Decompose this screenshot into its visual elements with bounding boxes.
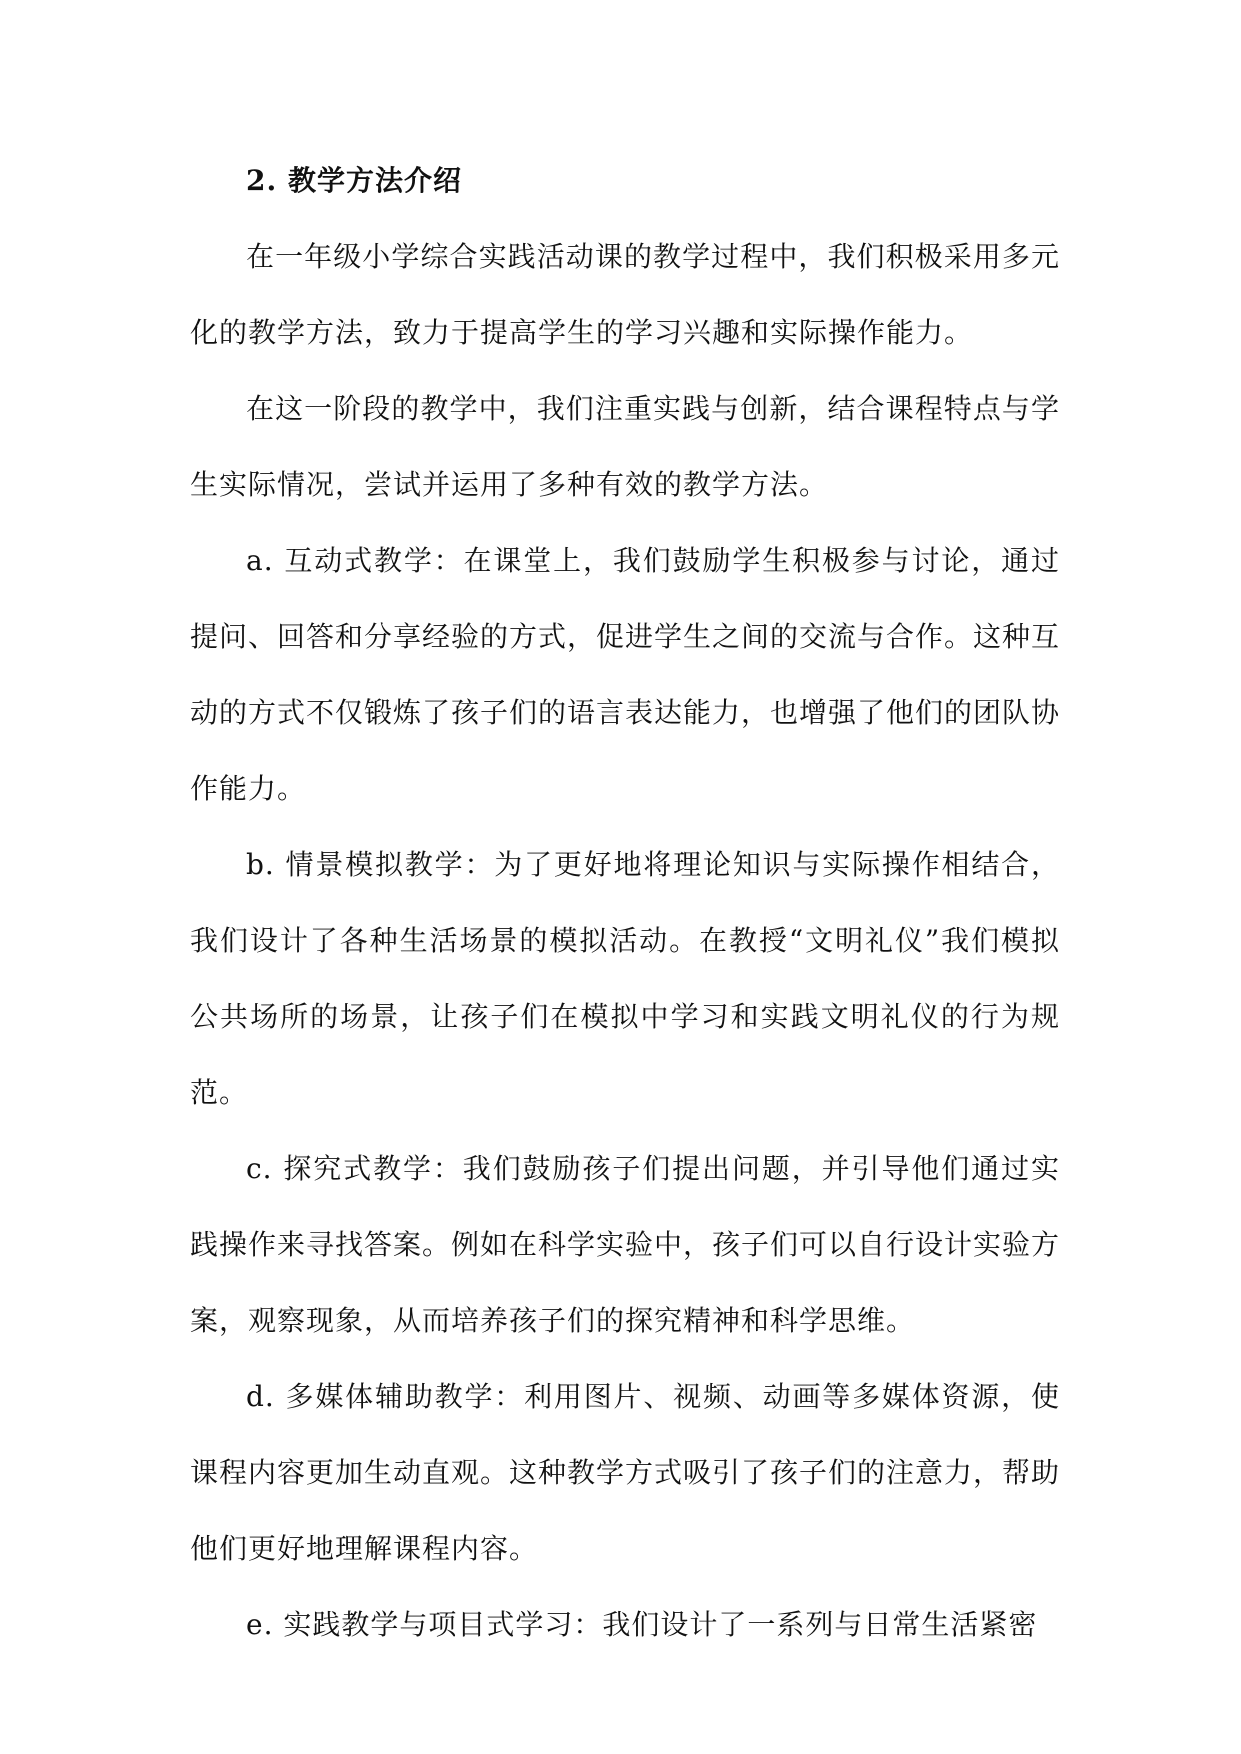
section-heading: 2. 教学方法介绍 (246, 164, 462, 197)
paragraph-intro: 在一年级小学综合实践活动课的教学过程中，我们积极采用多元化的教学方法，致力于提高学生的学习兴趣和实际操作能力。 (190, 240, 1060, 349)
paragraph-method-c: c. 探究式教学：我们鼓励孩子们提出问题，并引导他们通过实践操作来寻找答案。例如在科学实验中，孩子们可以自行设计实验方案，观察现象，从而培养孩子们的探究精神和科学思维。 (190, 1152, 1061, 1337)
paragraph-overview: 在这一阶段的教学中，我们注重实践与创新，结合课程特点与学生实际情况，尝试并运用了多种有效的教学方法。 (190, 392, 1060, 501)
paragraph-method-d: d. 多媒体辅助教学：利用图片、视频、动画等多媒体资源，使课程内容更加生动直观。这种教学方式吸引了孩子们的注意力，帮助他们更好地理解课程内容。 (190, 1380, 1061, 1565)
document-body (190, 143, 1060, 1663)
paragraph-method-b: b. 情景模拟教学：为了更好地将理论知识与实际操作相结合，我们设计了各种生活场景的模拟活动。在教授“文明礼仪”我们模拟公共场所的场景，让孩子们在模拟中学习和实践文明礼仪的行为规范。 (190, 848, 1060, 1109)
paragraph-method-a: a. 互动式教学：在课堂上，我们鼓励学生积极参与讨论，通过提问、回答和分享经验的方式，促进学生之间的交流与合作。这种互动的方式不仅锻炼了孩子们的语言表达能力，也增强了他们的团队协作能力。 (190, 544, 1061, 805)
paragraph-method-e: e. 实践教学与项目式学习：我们设计了一系列与日常生活紧密 (246, 1608, 1038, 1641)
